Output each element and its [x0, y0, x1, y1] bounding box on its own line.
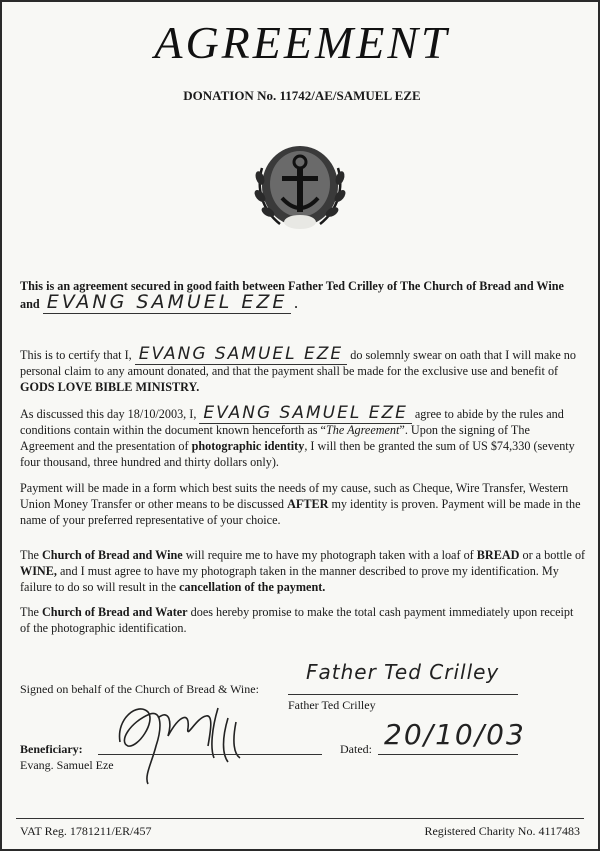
- church-emblem-icon: [248, 138, 352, 238]
- beneficiary-line: [98, 754, 322, 755]
- photograph-paragraph: The Church of Bread and Wine will require me to have my photograph taken with a loaf of BREAD or a bottle of WINE, and I must agree to have my photograph taken in the manner described to prove my identification. My failure to do so will result in the cancellation of the payment.: [20, 548, 586, 594]
- father-signature: Father Ted Crilley: [306, 660, 500, 684]
- beneficiary-name: Evang. Samuel Eze: [20, 758, 114, 772]
- beneficiary-signature-icon: [110, 688, 280, 788]
- agreement-intro: This is an agreement secured in good faith between Father Ted Crilley of The Church of Bread and Wine and EVANG SAMUEL EZE .: [20, 279, 564, 313]
- handwritten-date: 20/10/03: [384, 718, 526, 751]
- payment-paragraph: Payment will be made in a form which best suits the needs of my cause, such as Cheque, Wire Transfer, Western Union Money Transfer or other means to be discussed AFTER my identity is proven. Payment will be made in the name of your preferred representative of your choice.: [20, 481, 581, 527]
- signed-on-behalf-label: Signed on behalf of the Church of Bread & Wine:: [20, 682, 259, 696]
- signature-line: [288, 694, 518, 695]
- handwritten-name: EVANG SAMUEL EZE: [135, 344, 347, 365]
- donation-number: DONATION No. 11742/AE/SAMUEL EZE: [183, 88, 421, 103]
- terms-paragraph: As discussed this day 18/10/2003, I, EVANG SAMUEL EZE agree to abide by the rules and conditions contain within the document known henceforth as “The Agreement”. Upon the signing of The Agreement and the presentation of photographic identity, I will then be granted the sum of US $74,330 (seventy four thousand, three hundred and thirty dollars only).: [20, 403, 575, 469]
- handwritten-name: EVANG SAMUEL EZE: [43, 291, 292, 314]
- father-name: Father Ted Crilley: [288, 698, 376, 712]
- vat-registration: VAT Reg. 1781211/ER/457: [20, 824, 152, 838]
- charity-number: Registered Charity No. 4117483: [424, 824, 580, 838]
- footer-divider: [16, 818, 584, 819]
- beneficiary-label: Beneficiary:: [20, 742, 83, 756]
- document-title: AGREEMENT: [154, 17, 450, 68]
- certification-paragraph: This is to certify that I, EVANG SAMUEL EZE do solemnly swear on oath that I will make no personal claim to any amount donated, and that the payment shall be made for the exclusive use and benefit of GODS LOVE BIBLE MINISTRY.: [20, 344, 576, 394]
- date-line: [378, 754, 518, 755]
- handwritten-name: EVANG SAMUEL EZE: [199, 403, 411, 424]
- promise-paragraph: The Church of Bread and Water does hereby promise to make the total cash payment immediately upon receipt of the photographic identification.: [20, 605, 574, 635]
- dated-label: Dated:: [340, 742, 372, 756]
